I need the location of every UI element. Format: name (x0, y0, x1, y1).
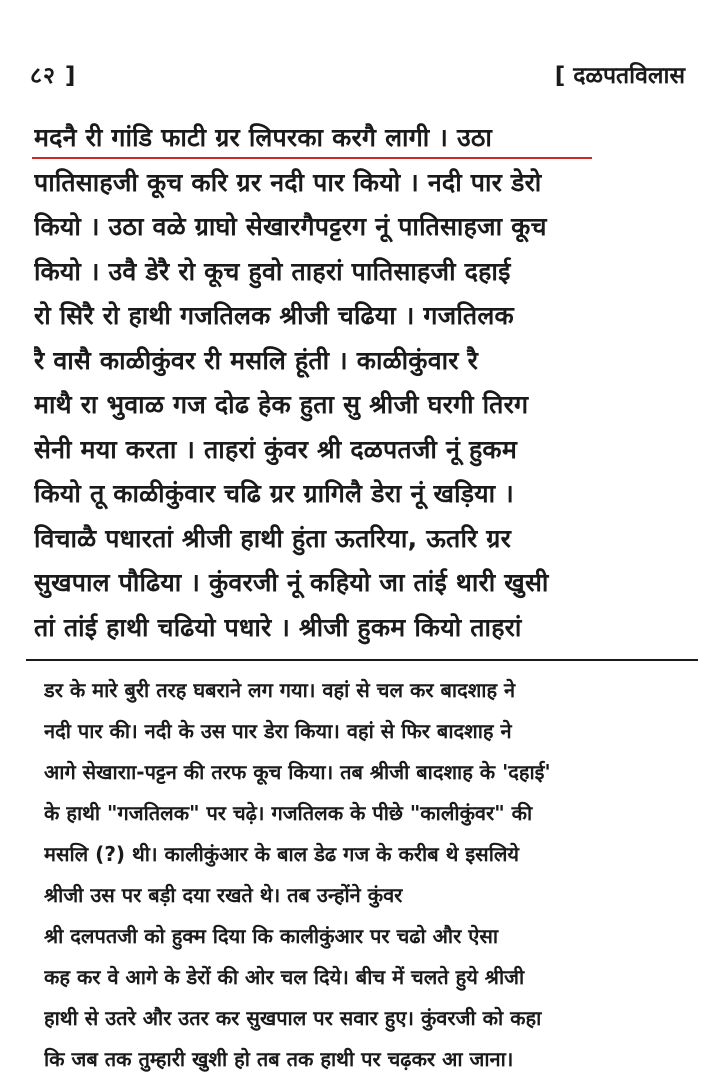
original-line: रै वासै काळीकुंवर री मसलि हूंती । काळीकुंवार रै (34, 345, 479, 375)
translation-line: के हाथी "गजतिलक" पर चढ़े। गजतिलक के पीछे "कालीकुंवर" की (44, 801, 533, 825)
translation-line: हाथी से उतरे और उतर कर सुखपाल पर सवार हुए। कुंवरजी को कहा (44, 1006, 542, 1030)
original-text-block (34, 116, 684, 650)
original-line: माथै रा भुवाळ गज दोढ हेक हुता सु श्रीजी घरगी तिरग (34, 390, 529, 419)
original-line: सुखपाल पौढिया । कुंवरजी नूं कहियो जा तांई थारी खुसी (34, 568, 549, 597)
original-line: विचाळै पधारतां श्रीजी हाथी हुंता ऊतरिया, ऊतरि ग्रर (34, 523, 511, 553)
original-line: पातिसाहजी कूच करि ग्रर नदी पार कियो । नदी पार डेरो (34, 167, 542, 197)
translation-line: मसलि (?) थी। कालीकुंआर के बाल डेढ गज के करीब थे इसलिये (44, 842, 520, 866)
original-line: रो सिरै रो हाथी गजतिलक श्रीजी चढिया । गजतिलक (34, 301, 514, 330)
translation-line: नदी पार की। नदी के उस पार डेरा किया। वहां से फिर बादशाह ने (44, 719, 512, 743)
translation-line: कि जब तक तुम्हारी खुशी हो तब तक हाथी पर चढ़कर आ जाना। (44, 1047, 514, 1071)
translation-line: आगे सेखाराा-पट्टन की तरफ कूच किया। तब श्रीजी बादशाह के 'दहाई' (44, 760, 551, 784)
original-line: कियो तू काळीकुंवार चढि ग्रर ग्रागिलै डेरा नूं खड़िया । (34, 479, 514, 508)
translation-line: श्रीजी उस पर बड़ी दया रखते थे। तब उन्होंने कुंवर (44, 883, 403, 907)
page-number: ८२ ] (30, 63, 77, 89)
original-line: सेनी मया करता । ताहरां कुंवर श्री दळपतजी नूं हुकम (34, 434, 517, 464)
running-title: [ दळपतविलास (554, 63, 685, 89)
original-line: कियो । उठा वळे ग्राघो सेखारगैपट्टरग नूं पातिसाहजा कूच (34, 212, 547, 241)
translation-line: कह कर वे आगे के डेरों की ओर चल दिये। बीच में चलते हुये श्रीजी (44, 965, 525, 989)
original-line: मदनै री गांडि फाटी ग्रर लिपरका करगै लागी । उठा (34, 123, 493, 152)
original-line: तां तांई हाथी चढियो पधारे । श्रीजी हुकम कियो ताहरां (34, 612, 522, 642)
translation-text-block (44, 670, 694, 1080)
original-line: कियो । उवै डेरै रो कूच हुवो ताहरां पातिसाहजी दहाई (34, 256, 511, 286)
translation-line: डर के मारे बुरी तरह घबराने लग गया। वहां से चल कर बादशाह ने (44, 678, 516, 702)
translation-line: श्री दलपतजी को हुक्म दिया कि कालीकुंआर पर चढो और ऐसा (44, 924, 499, 948)
section-divider (26, 659, 698, 661)
page-header (30, 58, 685, 98)
red-underline-annotation (32, 157, 592, 159)
